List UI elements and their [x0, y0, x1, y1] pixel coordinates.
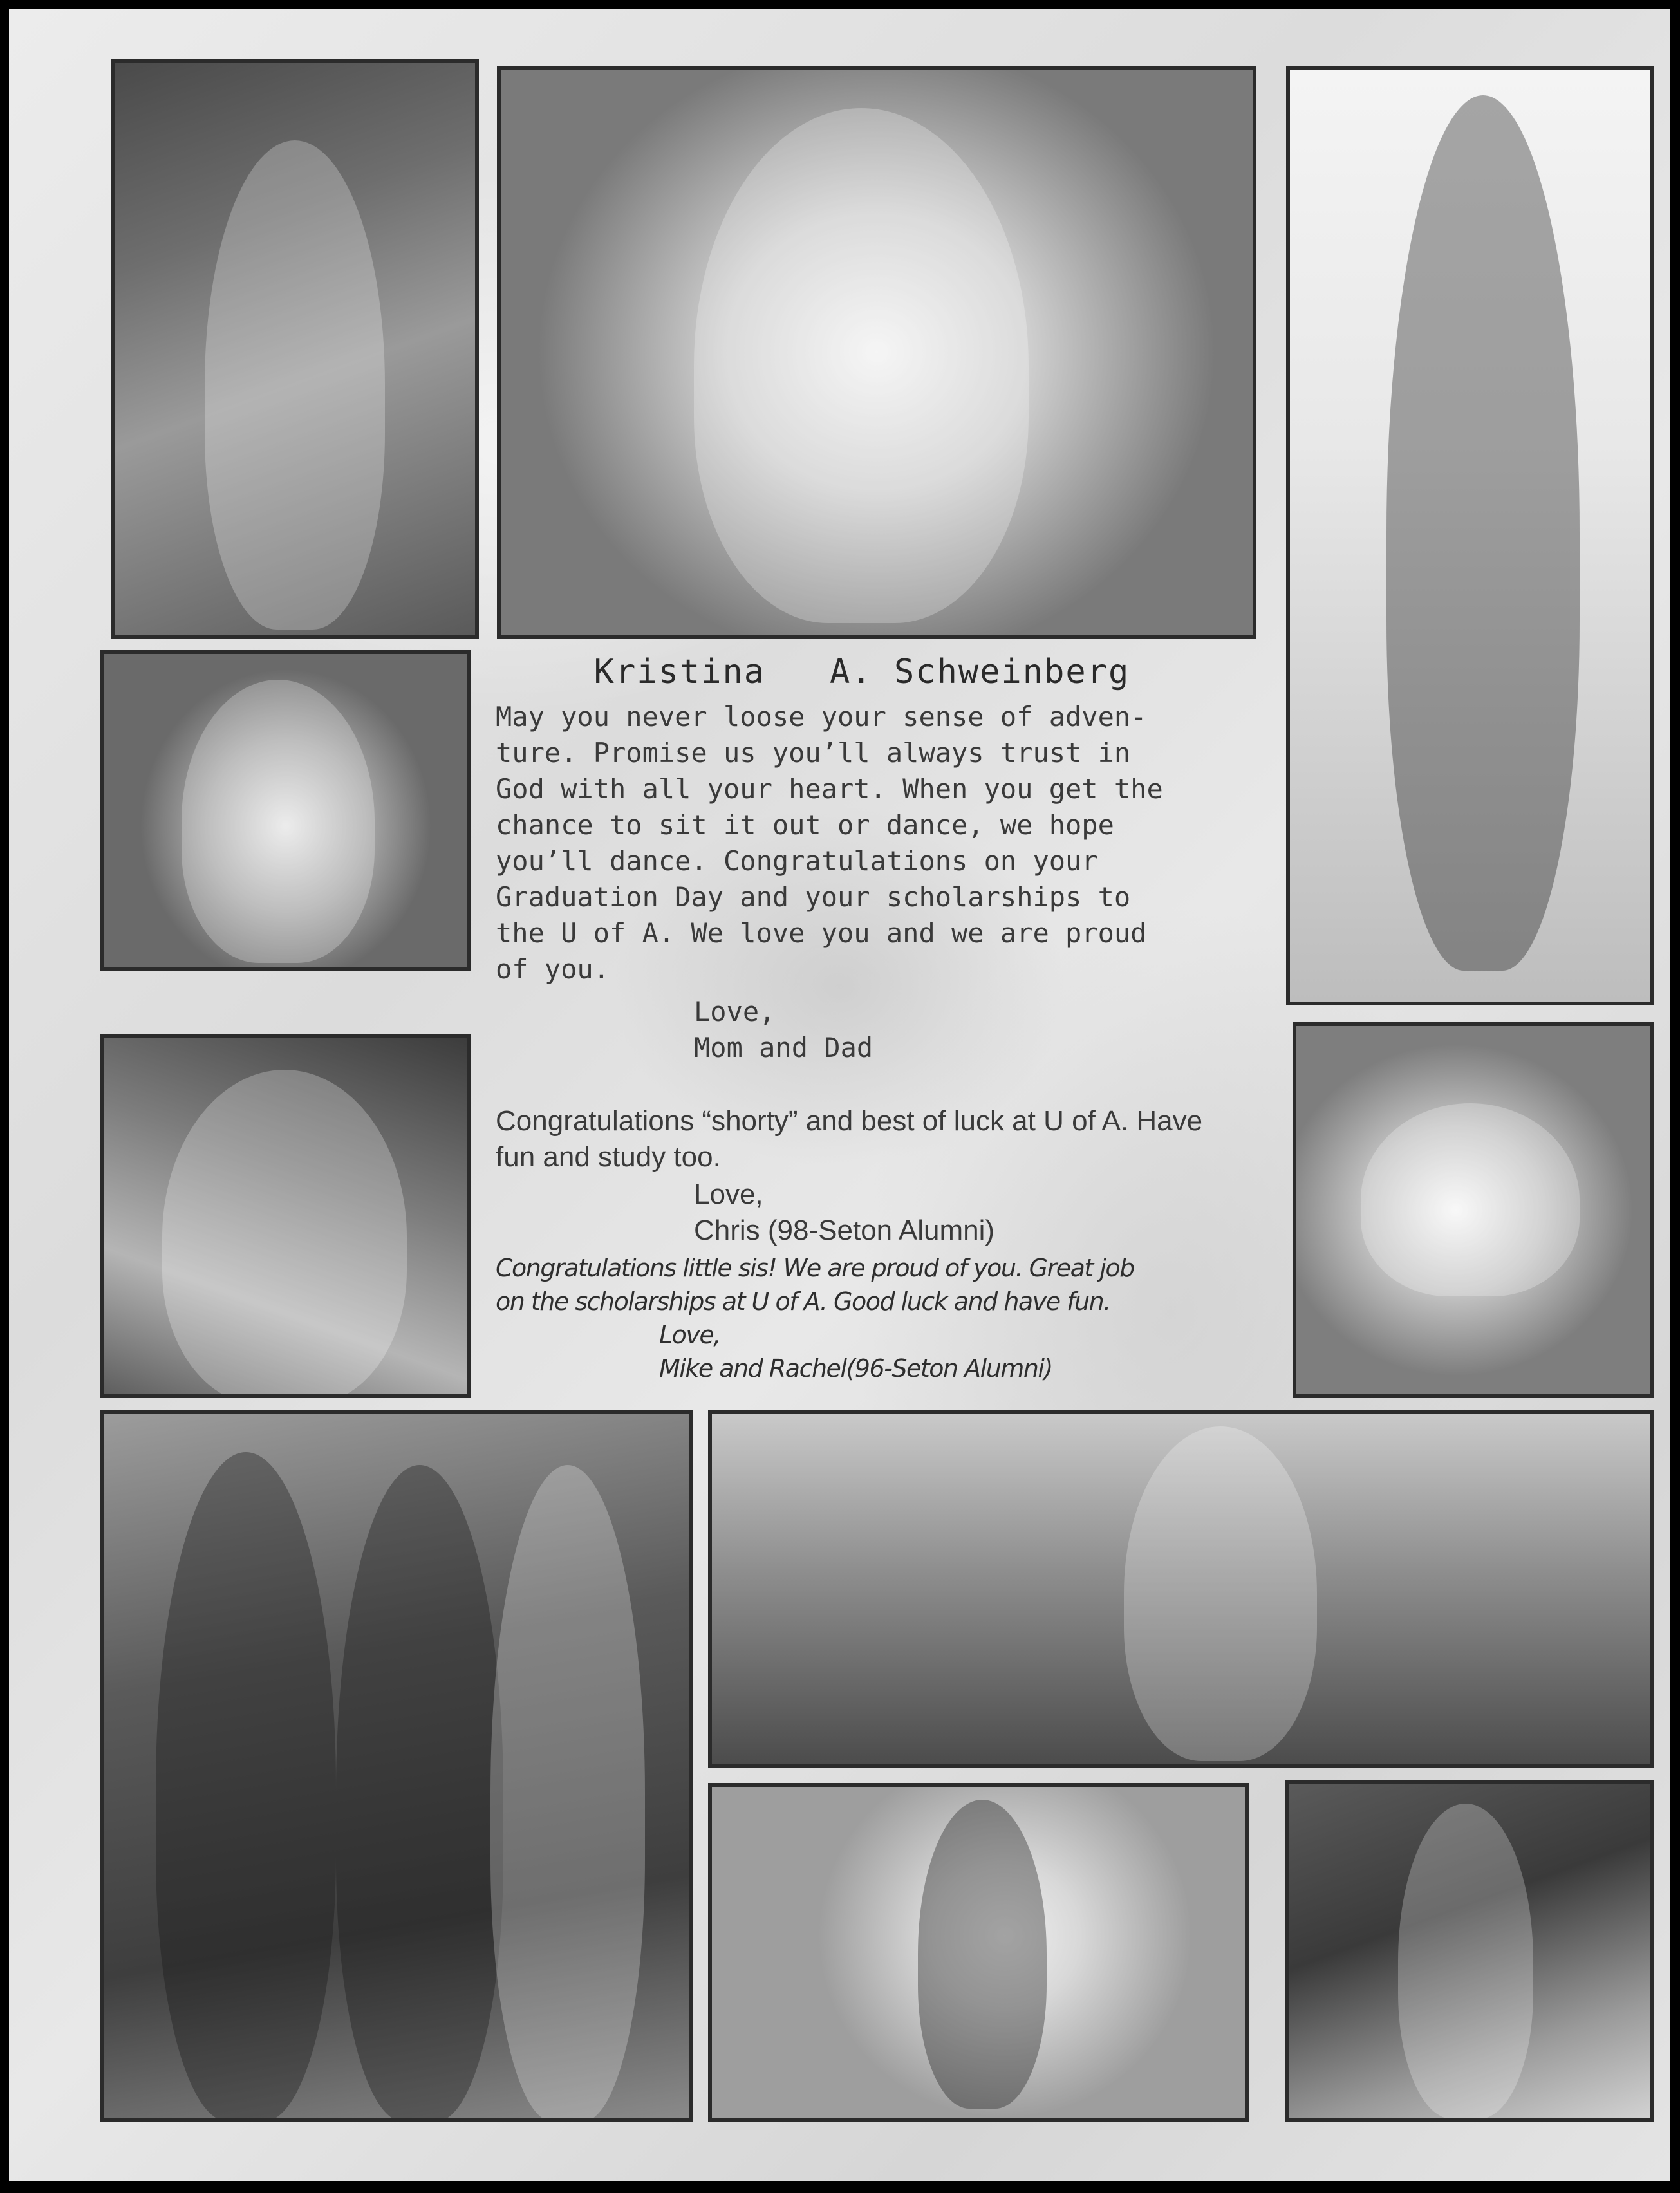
message-signature: Mom and Dad: [694, 1032, 873, 1063]
message-closing: Love,: [694, 996, 776, 1027]
photo-baby-headphones: [497, 66, 1256, 639]
message-line: on the scholarships at U of A. Good luck and have fun.: [496, 1287, 1110, 1316]
message-signature: Mike and Rachel(96-Seton Alumni): [659, 1354, 1052, 1383]
photo-trophy-swimmer: [708, 1783, 1249, 2122]
message-line: the U of A. We love you and we are proud: [496, 917, 1147, 949]
message-line: God with all your heart. When you get the: [496, 773, 1163, 805]
photo-portrait-standing: [1286, 66, 1654, 1005]
message-line: chance to sit it out or dance, we hope: [496, 809, 1114, 841]
page-title: Kristina A. Schweinberg: [593, 653, 1130, 691]
photo-reclining: [1293, 1022, 1654, 1398]
message-line: Congratulations “shorty” and best of luck at U of A. Have: [496, 1105, 1203, 1137]
message-line: fun and study too.: [496, 1141, 721, 1173]
message-line: Congratulations little sis! We are proud of you. Great job: [496, 1254, 1134, 1282]
photo-family-formal: [100, 1410, 693, 2122]
photo-letterman-jacket: [100, 1034, 471, 1398]
photo-child-overalls: [111, 59, 479, 639]
photo-baby-sitting: [708, 1410, 1654, 1768]
message-line: you’ll dance. Congratulations on your: [496, 845, 1098, 877]
photo-toddler-smiling: [100, 650, 471, 971]
message-line: ture. Promise us you’ll always trust in: [496, 737, 1131, 769]
photo-toddler-bonnet: [1285, 1780, 1654, 2122]
message-closing: Love,: [659, 1321, 720, 1349]
message-line: May you never loose your sense of adven-: [496, 701, 1147, 733]
message-line: of you.: [496, 953, 610, 985]
message-signature: Chris (98-Seton Alumni): [694, 1215, 995, 1246]
message-closing: Love,: [694, 1179, 763, 1210]
yearbook-page: [9, 9, 1670, 2181]
message-line: Graduation Day and your scholarships to: [496, 881, 1131, 913]
